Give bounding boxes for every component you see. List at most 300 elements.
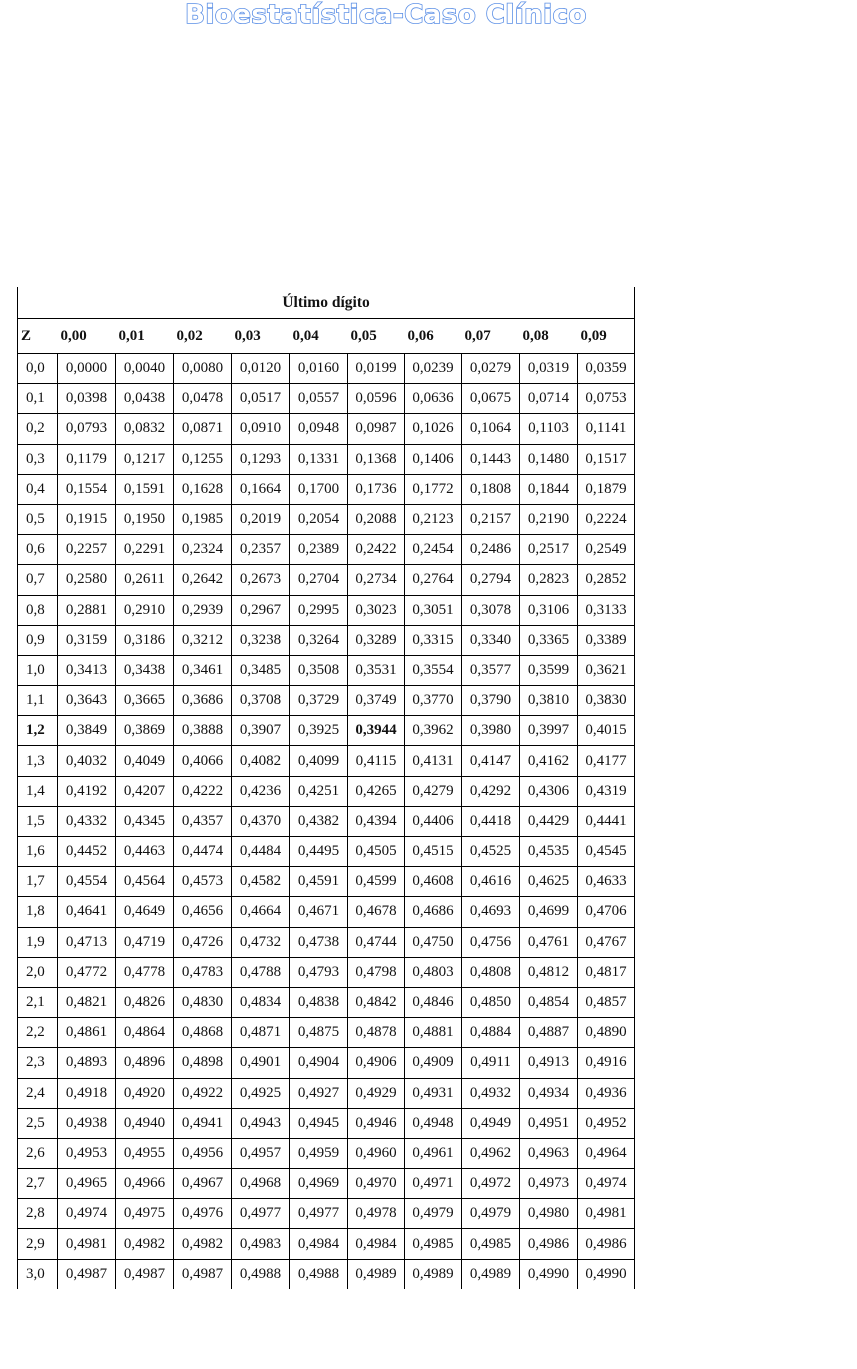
probability-cell: 0,1331	[290, 444, 348, 474]
probability-cell: 0,0040	[116, 354, 174, 384]
probability-cell: 0,3729	[290, 686, 348, 716]
z-value-cell: 3,0	[18, 1259, 58, 1289]
probability-cell: 0,3643	[58, 686, 116, 716]
probability-cell: 0,0910	[232, 414, 290, 444]
z-value-cell: 2,2	[18, 1018, 58, 1048]
column-header: 0,08	[520, 319, 578, 354]
probability-cell: 0,3508	[290, 655, 348, 685]
probability-cell: 0,4357	[174, 806, 232, 836]
probability-cell: 0,4192	[58, 776, 116, 806]
table-row	[18, 474, 635, 504]
probability-cell: 0,4817	[578, 957, 635, 987]
probability-cell: 0,4693	[462, 897, 520, 927]
probability-cell: 0,2454	[405, 535, 462, 565]
probability-cell: 0,3599	[520, 655, 578, 685]
probability-cell: 0,2611	[116, 565, 174, 595]
probability-cell: 0,4625	[520, 867, 578, 897]
probability-cell: 0,2794	[462, 565, 520, 595]
probability-cell: 0,3264	[290, 625, 348, 655]
table-row	[18, 716, 635, 746]
probability-cell: 0,2224	[578, 504, 635, 534]
probability-cell: 0,4015	[578, 716, 635, 746]
probability-cell: 0,4986	[520, 1229, 578, 1259]
probability-cell: 0,4956	[174, 1138, 232, 1168]
probability-cell: 0,3365	[520, 625, 578, 655]
probability-cell: 0,4699	[520, 897, 578, 927]
probability-cell: 0,4772	[58, 957, 116, 987]
probability-cell: 0,4940	[116, 1108, 174, 1138]
probability-cell: 0,1103	[520, 414, 578, 444]
probability-cell: 0,1179	[58, 444, 116, 474]
probability-cell: 0,1915	[58, 504, 116, 534]
z-value-cell: 2,3	[18, 1048, 58, 1078]
probability-cell: 0,4608	[405, 867, 462, 897]
table-row	[18, 565, 635, 595]
probability-cell: 0,4115	[348, 746, 405, 776]
probability-cell: 0,0080	[174, 354, 232, 384]
z-value-cell: 2,8	[18, 1199, 58, 1229]
probability-cell: 0,4382	[290, 806, 348, 836]
probability-cell: 0,4974	[578, 1169, 635, 1199]
column-header: 0,06	[405, 319, 462, 354]
probability-cell: 0,4916	[578, 1048, 635, 1078]
probability-cell: 0,4990	[520, 1259, 578, 1289]
probability-cell: 0,3907	[232, 716, 290, 746]
probability-cell: 0,4808	[462, 957, 520, 987]
probability-cell: 0,4973	[520, 1169, 578, 1199]
probability-cell: 0,4906	[348, 1048, 405, 1078]
probability-cell: 0,4898	[174, 1048, 232, 1078]
probability-cell: 0,4984	[290, 1229, 348, 1259]
probability-cell: 0,0199	[348, 354, 405, 384]
probability-cell: 0,3997	[520, 716, 578, 746]
probability-cell: 0,4394	[348, 806, 405, 836]
z-value-cell: 0,3	[18, 444, 58, 474]
probability-cell: 0,2967	[232, 595, 290, 625]
probability-cell: 0,4969	[290, 1169, 348, 1199]
table-row	[18, 1078, 635, 1108]
probability-cell: 0,4904	[290, 1048, 348, 1078]
probability-cell: 0,4987	[58, 1259, 116, 1289]
probability-cell: 0,3708	[232, 686, 290, 716]
probability-cell: 0,2054	[290, 504, 348, 534]
probability-cell: 0,2088	[348, 504, 405, 534]
probability-cell: 0,3621	[578, 655, 635, 685]
probability-cell: 0,4988	[232, 1259, 290, 1289]
probability-cell: 0,3810	[520, 686, 578, 716]
probability-cell: 0,0871	[174, 414, 232, 444]
probability-cell: 0,4979	[462, 1199, 520, 1229]
probability-cell: 0,4938	[58, 1108, 116, 1138]
table-row	[18, 1169, 635, 1199]
probability-cell: 0,4959	[290, 1138, 348, 1168]
probability-cell: 0,2422	[348, 535, 405, 565]
probability-cell: 0,4177	[578, 746, 635, 776]
probability-cell: 0,4535	[520, 837, 578, 867]
table-row	[18, 776, 635, 806]
probability-cell: 0,0832	[116, 414, 174, 444]
probability-cell: 0,0279	[462, 354, 520, 384]
probability-cell: 0,4332	[58, 806, 116, 836]
probability-cell: 0,1141	[578, 414, 635, 444]
probability-cell: 0,4989	[348, 1259, 405, 1289]
probability-cell: 0,1772	[405, 474, 462, 504]
probability-cell: 0,3340	[462, 625, 520, 655]
column-header: 0,07	[462, 319, 520, 354]
z-value-cell: 1,7	[18, 867, 58, 897]
probability-cell: 0,4706	[578, 897, 635, 927]
probability-cell: 0,3665	[116, 686, 174, 716]
probability-cell: 0,1517	[578, 444, 635, 474]
probability-cell: 0,4032	[58, 746, 116, 776]
z-value-cell: 1,2	[18, 716, 58, 746]
probability-cell: 0,3186	[116, 625, 174, 655]
z-value-cell: 2,0	[18, 957, 58, 987]
probability-cell: 0,1950	[116, 504, 174, 534]
probability-cell: 0,4911	[462, 1048, 520, 1078]
probability-cell: 0,3869	[116, 716, 174, 746]
probability-cell: 0,2580	[58, 565, 116, 595]
probability-cell: 0,4965	[58, 1169, 116, 1199]
probability-cell: 0,0438	[116, 384, 174, 414]
probability-cell: 0,3159	[58, 625, 116, 655]
probability-cell: 0,4987	[116, 1259, 174, 1289]
z-value-cell: 1,3	[18, 746, 58, 776]
probability-cell: 0,3413	[58, 655, 116, 685]
probability-cell: 0,0557	[290, 384, 348, 414]
probability-cell: 0,0636	[405, 384, 462, 414]
probability-cell: 0,4981	[58, 1229, 116, 1259]
z-distribution-table	[17, 287, 635, 1289]
probability-cell: 0,4878	[348, 1018, 405, 1048]
probability-cell: 0,4830	[174, 987, 232, 1017]
probability-cell: 0,3461	[174, 655, 232, 685]
probability-cell: 0,4986	[578, 1229, 635, 1259]
probability-cell: 0,3531	[348, 655, 405, 685]
probability-cell: 0,4582	[232, 867, 290, 897]
z-value-cell: 2,1	[18, 987, 58, 1017]
table-row	[18, 1229, 635, 1259]
probability-cell: 0,4429	[520, 806, 578, 836]
probability-cell: 0,4977	[232, 1199, 290, 1229]
probability-cell: 0,4968	[232, 1169, 290, 1199]
probability-cell: 0,2910	[116, 595, 174, 625]
probability-cell: 0,4932	[462, 1078, 520, 1108]
probability-cell: 0,4686	[405, 897, 462, 927]
table-row	[18, 1199, 635, 1229]
probability-cell: 0,3577	[462, 655, 520, 685]
probability-cell: 0,1700	[290, 474, 348, 504]
probability-cell: 0,4925	[232, 1078, 290, 1108]
probability-cell: 0,4931	[405, 1078, 462, 1108]
table-row	[18, 1018, 635, 1048]
probability-cell: 0,4990	[578, 1259, 635, 1289]
probability-cell: 0,2019	[232, 504, 290, 534]
probability-cell: 0,2881	[58, 595, 116, 625]
z-value-cell: 1,4	[18, 776, 58, 806]
probability-cell: 0,4922	[174, 1078, 232, 1108]
probability-cell: 0,4793	[290, 957, 348, 987]
probability-cell: 0,2357	[232, 535, 290, 565]
probability-cell: 0,1443	[462, 444, 520, 474]
probability-cell: 0,2486	[462, 535, 520, 565]
probability-cell: 0,0714	[520, 384, 578, 414]
column-header-row	[18, 319, 635, 354]
probability-cell: 0,4826	[116, 987, 174, 1017]
probability-cell: 0,3106	[520, 595, 578, 625]
z-value-cell: 2,4	[18, 1078, 58, 1108]
z-value-cell: 2,6	[18, 1138, 58, 1168]
probability-cell: 0,2549	[578, 535, 635, 565]
z-value-cell: 1,0	[18, 655, 58, 685]
probability-cell: 0,1026	[405, 414, 462, 444]
probability-cell: 0,0319	[520, 354, 578, 384]
table-row	[18, 535, 635, 565]
column-header: 0,09	[578, 319, 635, 354]
probability-cell: 0,0675	[462, 384, 520, 414]
probability-cell: 0,4279	[405, 776, 462, 806]
probability-cell: 0,1591	[116, 474, 174, 504]
table-row	[18, 746, 635, 776]
probability-cell: 0,3925	[290, 716, 348, 746]
probability-cell: 0,4664	[232, 897, 290, 927]
column-header: 0,01	[116, 319, 174, 354]
z-value-cell: 0,1	[18, 384, 58, 414]
probability-cell: 0,3554	[405, 655, 462, 685]
probability-cell: 0,4484	[232, 837, 290, 867]
probability-cell: 0,4812	[520, 957, 578, 987]
highlighted-probability-cell: 0,3944	[348, 716, 405, 746]
table-row	[18, 384, 635, 414]
probability-cell: 0,4964	[578, 1138, 635, 1168]
probability-cell: 0,4406	[405, 806, 462, 836]
z-value-cell: 0,5	[18, 504, 58, 534]
z-column-header: Z	[18, 319, 58, 354]
probability-cell: 0,4978	[348, 1199, 405, 1229]
probability-cell: 0,4463	[116, 837, 174, 867]
probability-cell: 0,4370	[232, 806, 290, 836]
probability-cell: 0,4591	[290, 867, 348, 897]
probability-cell: 0,4719	[116, 927, 174, 957]
probability-cell: 0,4656	[174, 897, 232, 927]
probability-cell: 0,4803	[405, 957, 462, 987]
table-row	[18, 414, 635, 444]
column-header: 0,05	[348, 319, 405, 354]
probability-cell: 0,4265	[348, 776, 405, 806]
probability-cell: 0,4345	[116, 806, 174, 836]
probability-cell: 0,0239	[405, 354, 462, 384]
probability-cell: 0,4962	[462, 1138, 520, 1168]
probability-cell: 0,4864	[116, 1018, 174, 1048]
probability-cell: 0,4292	[462, 776, 520, 806]
probability-cell: 0,4783	[174, 957, 232, 987]
probability-cell: 0,4066	[174, 746, 232, 776]
probability-cell: 0,4887	[520, 1018, 578, 1048]
table-row	[18, 806, 635, 836]
z-value-cell: 1,8	[18, 897, 58, 927]
probability-cell: 0,4842	[348, 987, 405, 1017]
probability-cell: 0,4846	[405, 987, 462, 1017]
probability-cell: 0,3686	[174, 686, 232, 716]
z-value-cell: 2,7	[18, 1169, 58, 1199]
probability-cell: 0,4649	[116, 897, 174, 927]
table-row	[18, 867, 635, 897]
probability-cell: 0,1736	[348, 474, 405, 504]
probability-cell: 0,4980	[520, 1199, 578, 1229]
probability-cell: 0,3389	[578, 625, 635, 655]
probability-cell: 0,4857	[578, 987, 635, 1017]
probability-cell: 0,1368	[348, 444, 405, 474]
probability-cell: 0,4854	[520, 987, 578, 1017]
probability-cell: 0,3849	[58, 716, 116, 746]
probability-cell: 0,4515	[405, 837, 462, 867]
probability-cell: 0,4971	[405, 1169, 462, 1199]
table-row	[18, 897, 635, 927]
column-header: 0,02	[174, 319, 232, 354]
probability-cell: 0,4834	[232, 987, 290, 1017]
probability-cell: 0,4979	[405, 1199, 462, 1229]
probability-cell: 0,1064	[462, 414, 520, 444]
probability-cell: 0,3749	[348, 686, 405, 716]
probability-cell: 0,4896	[116, 1048, 174, 1078]
probability-cell: 0,3238	[232, 625, 290, 655]
z-value-cell: 2,9	[18, 1229, 58, 1259]
table-row	[18, 625, 635, 655]
probability-cell: 0,4901	[232, 1048, 290, 1078]
probability-cell: 0,3790	[462, 686, 520, 716]
probability-cell: 0,3051	[405, 595, 462, 625]
z-value-cell: 1,6	[18, 837, 58, 867]
probability-cell: 0,2734	[348, 565, 405, 595]
probability-cell: 0,4953	[58, 1138, 116, 1168]
probability-cell: 0,4713	[58, 927, 116, 957]
probability-cell: 0,4099	[290, 746, 348, 776]
probability-cell: 0,4963	[520, 1138, 578, 1168]
probability-cell: 0,4147	[462, 746, 520, 776]
z-value-cell: 0,2	[18, 414, 58, 444]
probability-cell: 0,4778	[116, 957, 174, 987]
table-caption: Último dígito	[18, 287, 635, 319]
probability-cell: 0,4982	[174, 1229, 232, 1259]
probability-cell: 0,4850	[462, 987, 520, 1017]
probability-cell: 0,4976	[174, 1199, 232, 1229]
probability-cell: 0,4984	[348, 1229, 405, 1259]
probability-cell: 0,2123	[405, 504, 462, 534]
probability-cell: 0,2764	[405, 565, 462, 595]
probability-cell: 0,4966	[116, 1169, 174, 1199]
probability-cell: 0,4495	[290, 837, 348, 867]
probability-cell: 0,4821	[58, 987, 116, 1017]
probability-cell: 0,4890	[578, 1018, 635, 1048]
table-row	[18, 504, 635, 534]
probability-cell: 0,1985	[174, 504, 232, 534]
probability-cell: 0,4945	[290, 1108, 348, 1138]
probability-cell: 0,4761	[520, 927, 578, 957]
probability-cell: 0,4918	[58, 1078, 116, 1108]
probability-cell: 0,4861	[58, 1018, 116, 1048]
probability-cell: 0,1664	[232, 474, 290, 504]
table-row	[18, 837, 635, 867]
probability-cell: 0,4162	[520, 746, 578, 776]
probability-cell: 0,1480	[520, 444, 578, 474]
probability-cell: 0,4909	[405, 1048, 462, 1078]
probability-cell: 0,0793	[58, 414, 116, 444]
probability-cell: 0,3980	[462, 716, 520, 746]
probability-cell: 0,4983	[232, 1229, 290, 1259]
probability-cell: 0,4599	[348, 867, 405, 897]
probability-cell: 0,4474	[174, 837, 232, 867]
column-header: 0,00	[58, 319, 116, 354]
probability-cell: 0,4974	[58, 1199, 116, 1229]
column-header: 0,03	[232, 319, 290, 354]
probability-cell: 0,4941	[174, 1108, 232, 1138]
probability-cell: 0,4970	[348, 1169, 405, 1199]
probability-cell: 0,1844	[520, 474, 578, 504]
probability-cell: 0,4951	[520, 1108, 578, 1138]
probability-cell: 0,4319	[578, 776, 635, 806]
z-value-cell: 0,6	[18, 535, 58, 565]
probability-cell: 0,4985	[462, 1229, 520, 1259]
table-row	[18, 444, 635, 474]
probability-cell: 0,4744	[348, 927, 405, 957]
probability-cell: 0,1879	[578, 474, 635, 504]
probability-cell: 0,3078	[462, 595, 520, 625]
page-title: Bioestatística-Caso Clínico	[185, 0, 587, 30]
probability-cell: 0,4920	[116, 1078, 174, 1108]
probability-cell: 0,4236	[232, 776, 290, 806]
probability-cell: 0,4798	[348, 957, 405, 987]
probability-cell: 0,3438	[116, 655, 174, 685]
probability-cell: 0,3315	[405, 625, 462, 655]
probability-cell: 0,3770	[405, 686, 462, 716]
probability-cell: 0,3212	[174, 625, 232, 655]
z-value-cell: 0,9	[18, 625, 58, 655]
table-row	[18, 987, 635, 1017]
probability-cell: 0,4207	[116, 776, 174, 806]
probability-cell: 0,4972	[462, 1169, 520, 1199]
probability-cell: 0,0596	[348, 384, 405, 414]
probability-cell: 0,4222	[174, 776, 232, 806]
probability-cell: 0,0478	[174, 384, 232, 414]
probability-cell: 0,0000	[58, 354, 116, 384]
z-value-cell: 1,9	[18, 927, 58, 957]
probability-cell: 0,0987	[348, 414, 405, 444]
probability-cell: 0,4554	[58, 867, 116, 897]
probability-cell: 0,1808	[462, 474, 520, 504]
probability-cell: 0,4788	[232, 957, 290, 987]
probability-cell: 0,2704	[290, 565, 348, 595]
probability-cell: 0,4989	[405, 1259, 462, 1289]
probability-cell: 0,1406	[405, 444, 462, 474]
probability-cell: 0,0517	[232, 384, 290, 414]
probability-cell: 0,4767	[578, 927, 635, 957]
probability-cell: 0,4936	[578, 1078, 635, 1108]
probability-cell: 0,4441	[578, 806, 635, 836]
probability-cell: 0,4545	[578, 837, 635, 867]
probability-cell: 0,2673	[232, 565, 290, 595]
probability-cell: 0,1217	[116, 444, 174, 474]
probability-cell: 0,4131	[405, 746, 462, 776]
probability-cell: 0,4505	[348, 837, 405, 867]
table-row	[18, 1108, 635, 1138]
table-row	[18, 1048, 635, 1078]
probability-cell: 0,3888	[174, 716, 232, 746]
probability-cell: 0,4977	[290, 1199, 348, 1229]
probability-cell: 0,4884	[462, 1018, 520, 1048]
probability-cell: 0,2939	[174, 595, 232, 625]
probability-cell: 0,1293	[232, 444, 290, 474]
z-value-cell: 0,8	[18, 595, 58, 625]
